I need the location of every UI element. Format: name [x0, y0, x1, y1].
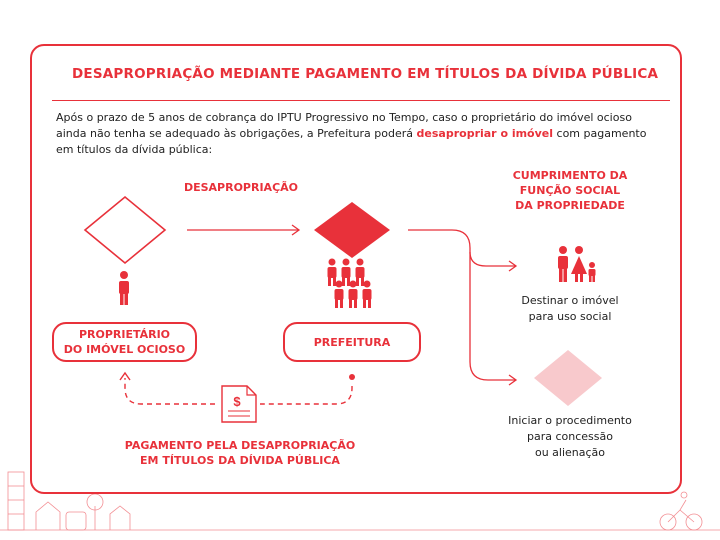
people-group-icon — [328, 259, 372, 309]
document-dollar-sign: $ — [233, 394, 241, 409]
destinar-line-1: Destinar o imóvel — [521, 294, 619, 307]
family-icon — [558, 246, 596, 282]
owner-property-diamond — [85, 197, 165, 263]
pagamento-line-2: EM TÍTULOS DA DÍVIDA PÚBLICA — [140, 454, 340, 467]
destinar-imovel-text — [510, 293, 630, 325]
cumprimento-line-2: FUNÇÃO SOCIAL — [519, 184, 621, 197]
intro-line-3: em títulos da dívida pública: — [56, 143, 213, 156]
pagamento-line-1: PAGAMENTO PELA DESAPROPRIAÇÃO — [124, 439, 356, 452]
iniciar-line-3: ou alienação — [534, 446, 606, 459]
branch-connector-upper — [408, 230, 515, 266]
intro-line-1: Após o prazo de 5 anos de cobrança do IPTU Progressivo no Tempo, caso o proprietário do imóvel ocioso — [56, 111, 632, 124]
cumprimento-line-1: CUMPRIMENTO DA — [512, 169, 628, 182]
iniciar-line-2: para concessão — [527, 430, 613, 443]
cumprimento-line-3: DA PROPRIEDADE — [515, 199, 625, 212]
iniciar-procedimento-text — [500, 413, 640, 461]
payment-start-dot — [349, 374, 355, 380]
intro-highlight: desapropriar o imóvel — [416, 127, 554, 140]
intro-line-2-start: ainda não tenha se adequado às obrigações, a Prefeitura poderá — [56, 127, 417, 140]
pagamento-label — [110, 438, 370, 468]
prefeitura-box — [283, 322, 421, 362]
cumprimento-funcao-social-label — [505, 168, 635, 213]
branch-connector-lower — [470, 252, 515, 380]
page-title: DESAPROPRIAÇÃO MEDIANTE PAGAMENTO EM TÍTULOS DA DÍVIDA PÚBLICA — [72, 66, 659, 82]
city-skyline-decoration — [0, 472, 720, 530]
destinar-line-2: para uso social — [528, 310, 612, 323]
proprietario-line-2: DO IMÓVEL OCIOSO — [63, 343, 186, 356]
expropriated-property-diamond — [314, 202, 390, 258]
desapropriacao-label: DESAPROPRIAÇÃO — [183, 181, 299, 194]
owner-person-icon — [119, 271, 129, 305]
prefeitura-label: PREFEITURA — [313, 335, 391, 349]
iniciar-line-1: Iniciar o procedimento — [508, 414, 632, 427]
proprietario-box — [52, 322, 197, 362]
intro-line-2-end: com pagamento — [553, 127, 647, 140]
concession-diamond — [534, 350, 602, 406]
proprietario-line-1: PROPRIETÁRIO — [78, 328, 171, 341]
